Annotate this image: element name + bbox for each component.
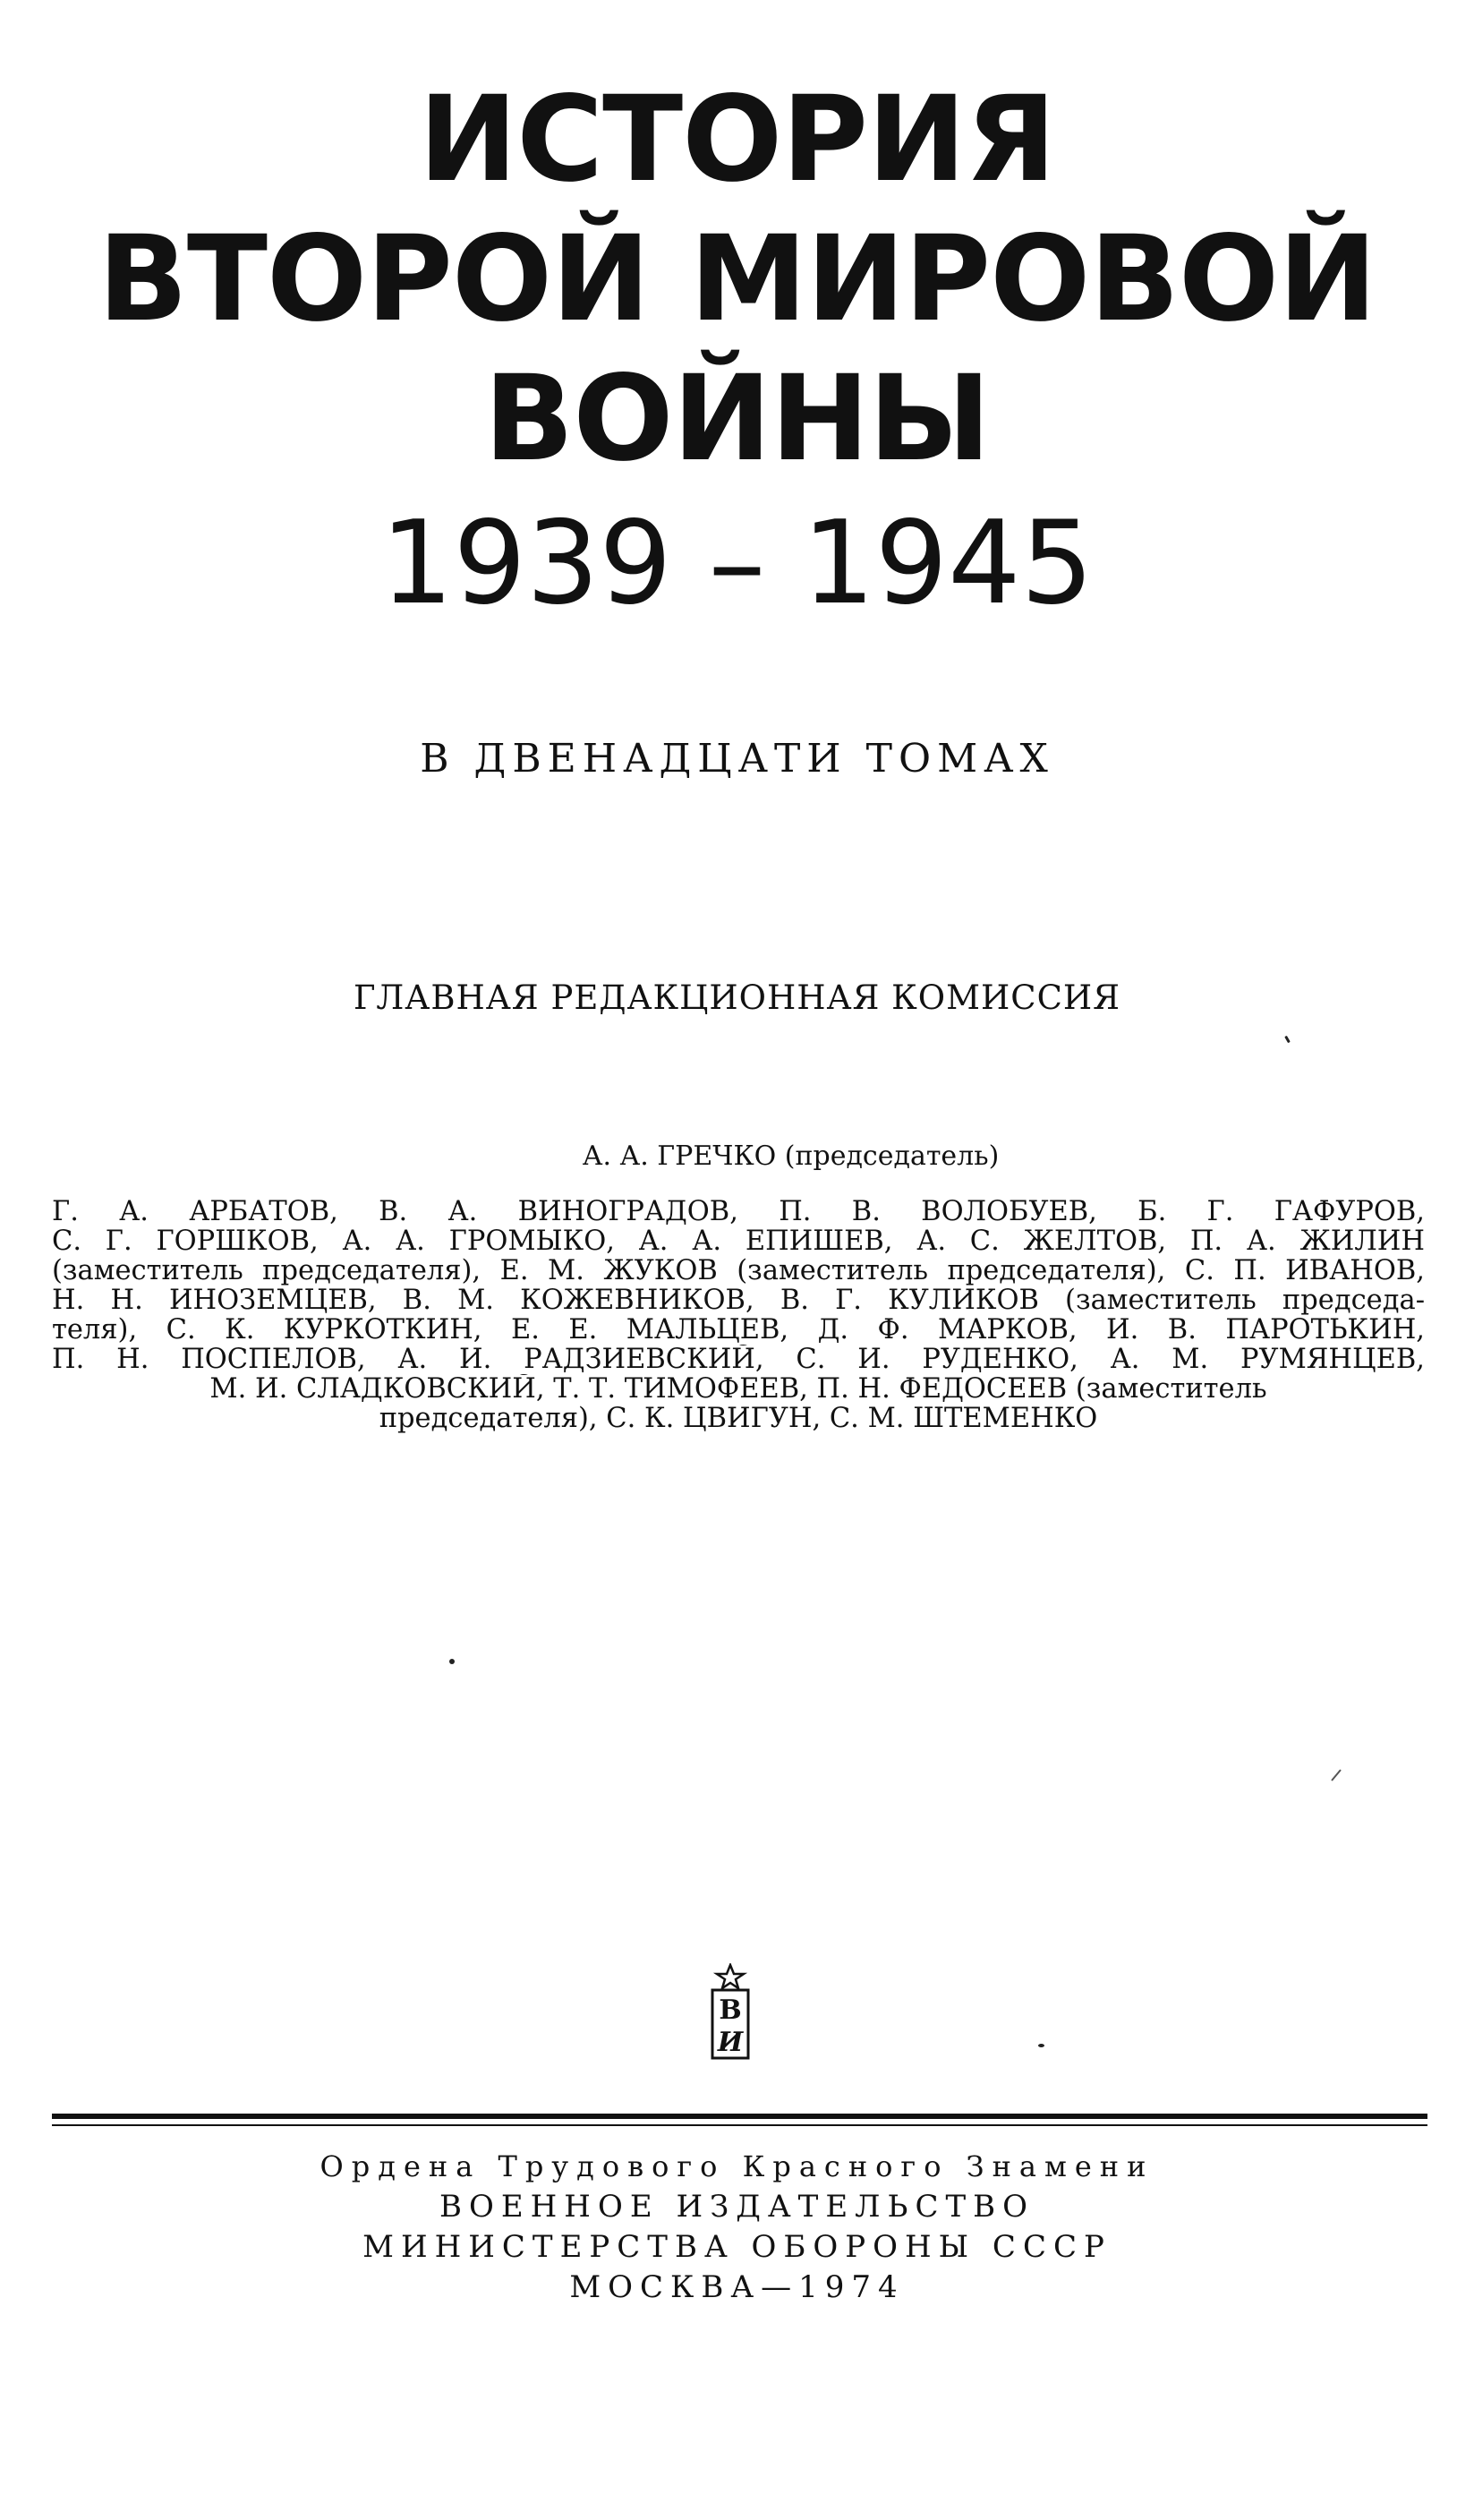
svg-text:И: И: [717, 2027, 744, 2058]
members-line: Н. Н. ИНОЗЕМЦЕВ, В. М. КОЖЕВНИКОВ, В. Г. КУЛИКОВ (заместитель председа-: [52, 1286, 1425, 1315]
commission-members: [52, 1197, 1425, 1433]
title-line-3: ВОЙНЫ: [483, 350, 991, 488]
commission-chairman: А. А. ГРЕЧКО (председатель): [582, 1140, 1000, 1172]
scan-speck: [449, 1659, 455, 1664]
publisher-line-2: ВОЕННОЕ ИЗДАТЕЛЬСТВО: [439, 2189, 1035, 2225]
publisher-line-3: МИНИСТЕРСТВА ОБОРОНЫ СССР: [362, 2229, 1112, 2265]
members-line: П. Н. ПОСПЕЛОВ, А. И. РАДЗИЕВСКИЙ, С. И. РУДЕНКО, А. М. РУМЯНЦЕВ,: [52, 1345, 1425, 1374]
title-line-2: ВТОРОЙ МИРОВОЙ: [98, 210, 1376, 348]
commission-heading: ГЛАВНАЯ РЕДАКЦИОННАЯ КОМИССИЯ: [353, 978, 1121, 1017]
publisher-imprint: [0, 2147, 1474, 2308]
scan-speck: [1284, 1036, 1291, 1043]
members-line: председателя), С. К. ЦВИГУН, С. М. ШТЕМЕНКО: [379, 1404, 1098, 1433]
scan-speck: [1331, 1769, 1342, 1781]
publisher-star-emblem-icon: [702, 1963, 759, 2062]
book-title: [0, 70, 1474, 636]
members-line: Г. А. АРБАТОВ, В. А. ВИНОГРАДОВ, П. В. ВОЛОБУЕВ, Б. Г. ГАФУРОВ,: [52, 1197, 1425, 1226]
volumes-subtitle: В ДВЕНАДЦАТИ ТОМАХ: [420, 736, 1054, 782]
emblem-letters: В: [719, 1995, 742, 2026]
scan-speck: [1038, 2044, 1044, 2047]
divider-thick: [52, 2114, 1427, 2119]
members-line: теля), С. К. КУРКОТКИН, Е. Е. МАЛЬЦЕВ, Д. Ф. МАРКОВ, И. В. ПАРОТЬКИН,: [52, 1315, 1425, 1345]
members-line: М. И. СЛАДКОВСКИЙ, Т. Т. ТИМОФЕЕВ, П. Н. ФЕДОСЕЕВ (заместитель: [209, 1374, 1267, 1404]
publisher-line-1: Ордена Трудового Красного Знамени: [320, 2149, 1154, 2183]
publisher-line-4: МОСКВА—1974: [569, 2269, 905, 2305]
title-line-1: ИСТОРИЯ: [418, 71, 1056, 209]
title-years: 1939 – 1945: [380, 497, 1094, 630]
members-line: (заместитель председателя), Е. М. ЖУКОВ (заместитель председателя), С. П. ИВАНОВ,: [52, 1256, 1425, 1286]
members-line: С. Г. ГОРШКОВ, А. А. ГРОМЫКО, А. А. ЕПИШЕВ, А. С. ЖЕЛТОВ, П. А. ЖИЛИН: [52, 1226, 1425, 1256]
divider-thin: [52, 2124, 1427, 2126]
